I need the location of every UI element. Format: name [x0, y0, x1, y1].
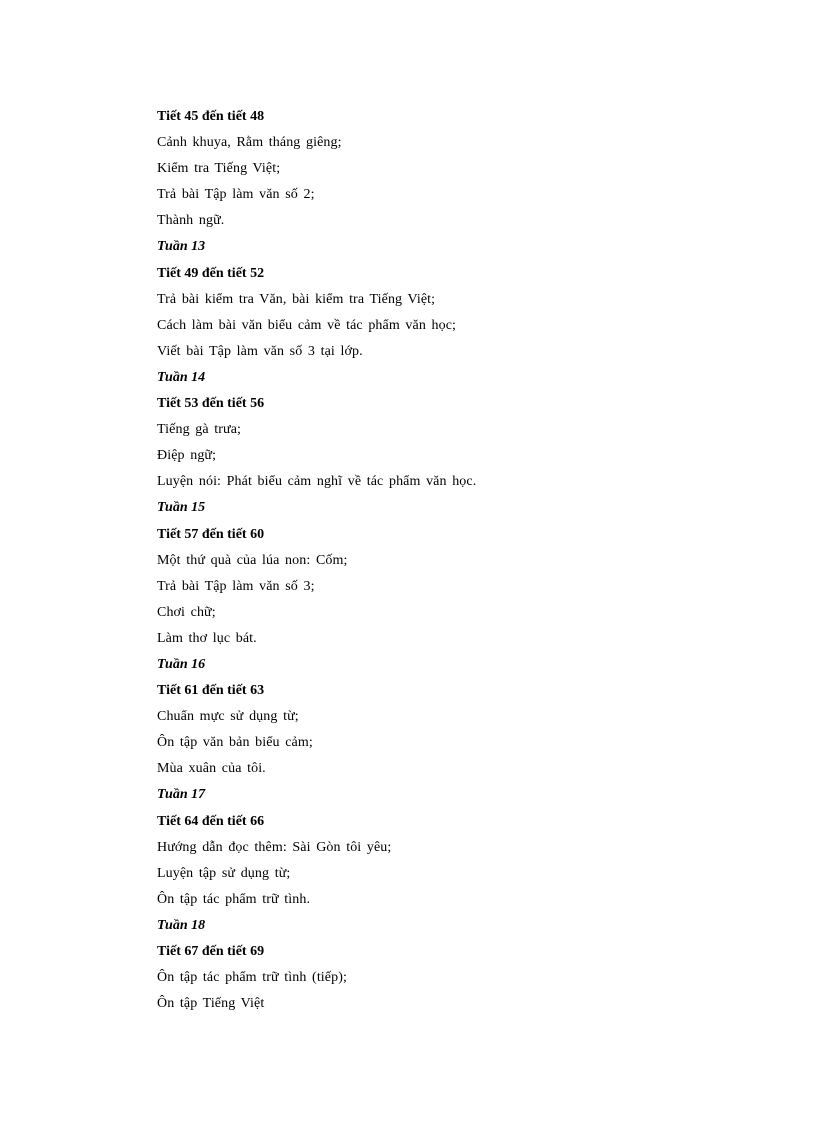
document-page	[157, 104, 777, 1017]
lesson-item: Tiếng gà trưa;	[157, 422, 242, 438]
lesson-item: Trả bài Tập làm văn số 2;	[157, 187, 315, 203]
lesson-item: Cảnh khuya, Rằm tháng giêng;	[157, 135, 342, 151]
lesson-item: Chơi chữ;	[157, 604, 216, 620]
lesson-item: Ôn tập Tiếng Việt	[157, 996, 265, 1012]
week-heading: Tuần 14	[157, 369, 206, 385]
lesson-item: Điệp ngữ;	[157, 448, 217, 464]
lesson-range-heading: Tiết 53 đến tiết 56	[157, 396, 265, 412]
week-heading: Tuần 17	[157, 787, 206, 803]
lesson-range-heading: Tiết 49 đến tiết 52	[157, 265, 265, 281]
lesson-section	[157, 104, 777, 234]
lesson-range-heading: Tiết 64 đến tiết 66	[157, 813, 265, 829]
lesson-item: Luyện nói: Phát biểu cảm nghĩ về tác phẩm văn học.	[157, 474, 477, 490]
lesson-item: Ôn tập tác phẩm trữ tình.	[157, 891, 311, 907]
lesson-item: Làm thơ lục bát.	[157, 630, 257, 646]
lesson-section	[157, 365, 777, 495]
week-heading: Tuần 13	[157, 239, 206, 255]
lesson-item: Hướng dẫn đọc thêm: Sài Gòn tôi yêu;	[157, 839, 392, 855]
lesson-item: Trả bài Tập làm văn số 3;	[157, 578, 315, 594]
lesson-range-heading: Tiết 45 đến tiết 48	[157, 109, 265, 124]
lesson-item: Viết bài Tập làm văn số 3 tại lớp.	[157, 343, 363, 359]
lesson-item: Luyện tập sử dụng từ;	[157, 865, 291, 881]
lesson-item: Mùa xuân của tôi.	[157, 761, 266, 777]
lesson-item: Thành ngữ.	[157, 213, 225, 229]
lesson-item: Một thứ quà của lúa non: Cốm;	[157, 552, 348, 568]
lesson-item: Kiểm tra Tiếng Việt;	[157, 161, 281, 177]
lesson-range-heading: Tiết 57 đến tiết 60	[157, 526, 265, 542]
lesson-section	[157, 652, 777, 782]
lesson-item: Ôn tập văn bản biểu cảm;	[157, 735, 313, 751]
lesson-range-heading: Tiết 67 đến tiết 69	[157, 944, 265, 959]
lesson-item: Trả bài kiểm tra Văn, bài kiểm tra Tiếng Việt;	[157, 291, 436, 307]
lesson-range-heading: Tiết 61 đến tiết 63	[157, 683, 265, 699]
week-heading: Tuần 18	[157, 917, 206, 933]
lesson-item: Cách làm bài văn biểu cảm về tác phẩm văn học;	[157, 317, 457, 333]
lesson-section	[157, 913, 777, 1017]
lesson-section	[157, 495, 777, 652]
lesson-section	[157, 234, 777, 364]
week-heading: Tuần 16	[157, 656, 206, 672]
lesson-item: Ôn tập tác phẩm trữ tình (tiếp);	[157, 970, 347, 986]
lesson-item: Chuẩn mực sử dụng từ;	[157, 709, 299, 725]
lesson-section	[157, 782, 777, 912]
week-heading: Tuần 15	[157, 500, 206, 516]
